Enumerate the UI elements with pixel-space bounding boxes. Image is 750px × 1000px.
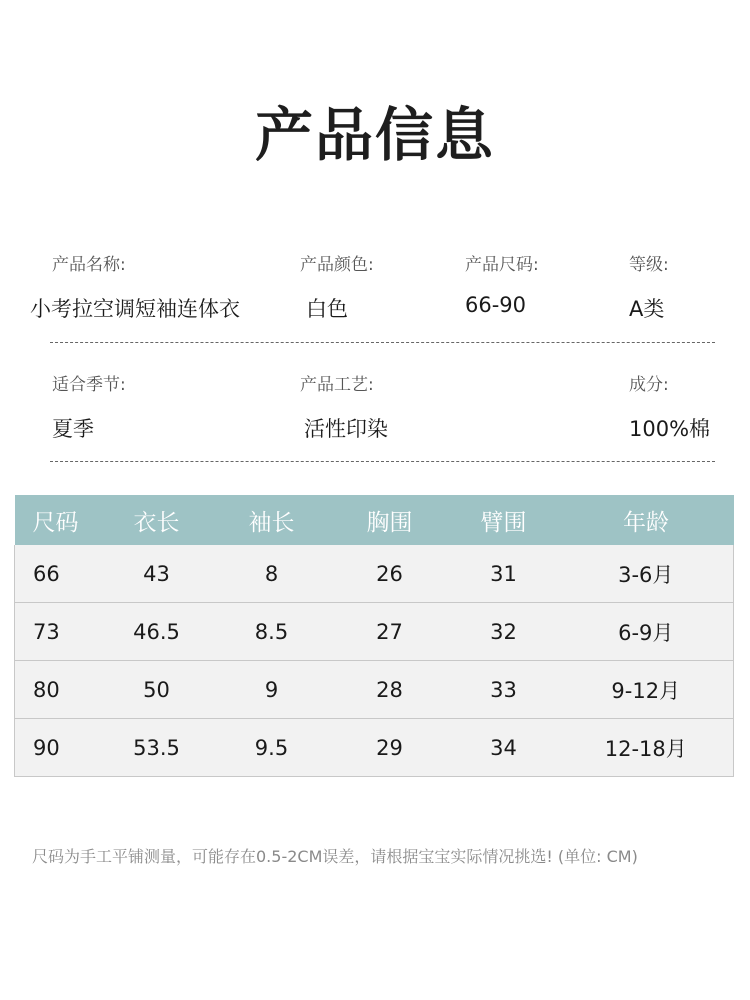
info-label: 产品颜色:: [300, 255, 374, 275]
cell-size: 73: [15, 603, 101, 661]
info-label: 成分:: [629, 375, 669, 395]
cell-sleeve: 9.5: [213, 719, 331, 777]
table-row: [15, 603, 734, 661]
info-label: 产品名称:: [52, 255, 126, 275]
cell-size: 90: [15, 719, 101, 777]
info-value: A类: [629, 297, 665, 321]
header-sleeve: 袖长: [213, 495, 331, 545]
info-product-color: [300, 250, 374, 323]
cell-age: 6-9月: [559, 603, 734, 661]
info-product-name: [30, 250, 240, 323]
cell-length: 43: [101, 545, 213, 603]
header-size: 尺码: [15, 495, 101, 545]
size-chart-table: [14, 495, 734, 777]
cell-arm: 31: [449, 545, 559, 603]
measurement-footnote: 尺码为手工平铺测量，可能存在0.5-2CM误差，请根据宝宝实际情况挑选! (单位: CM): [32, 847, 638, 866]
header-arm: 臂围: [449, 495, 559, 545]
cell-chest: 27: [331, 603, 449, 661]
info-value: 小考拉空调短袖连体衣: [30, 297, 240, 321]
table-row: [15, 545, 734, 603]
header-age: 年龄: [559, 495, 734, 545]
info-grade: [629, 250, 669, 323]
cell-arm: 33: [449, 661, 559, 719]
info-season: [52, 370, 126, 443]
cell-age: 3-6月: [559, 545, 734, 603]
info-value: 活性印染: [304, 417, 388, 441]
header-length: 衣长: [101, 495, 213, 545]
cell-chest: 29: [331, 719, 449, 777]
info-value: 66-90: [465, 293, 527, 317]
info-product-size: [465, 250, 539, 317]
table-row: [15, 719, 734, 777]
cell-length: 53.5: [101, 719, 213, 777]
info-craft: [300, 370, 388, 443]
info-label: 适合季节:: [52, 375, 126, 395]
table-row: [15, 661, 734, 719]
cell-sleeve: 8: [213, 545, 331, 603]
cell-arm: 32: [449, 603, 559, 661]
cell-age: 12-18月: [559, 719, 734, 777]
table-header-row: [15, 495, 734, 545]
cell-sleeve: 8.5: [213, 603, 331, 661]
cell-size: 66: [15, 545, 101, 603]
product-info-row-1: [0, 250, 750, 330]
cell-length: 50: [101, 661, 213, 719]
cell-size: 80: [15, 661, 101, 719]
info-value: 100%棉: [629, 417, 711, 441]
dashed-divider: [50, 461, 715, 462]
cell-length: 46.5: [101, 603, 213, 661]
cell-sleeve: 9: [213, 661, 331, 719]
cell-age: 9-12月: [559, 661, 734, 719]
cell-chest: 26: [331, 545, 449, 603]
info-value: 夏季: [52, 417, 94, 441]
info-label: 产品尺码:: [465, 255, 539, 275]
cell-chest: 28: [331, 661, 449, 719]
dashed-divider: [50, 342, 715, 343]
page-title: 产品信息: [254, 101, 495, 169]
info-material: [629, 370, 710, 443]
product-info-row-2: [0, 370, 750, 450]
header-chest: 胸围: [331, 495, 449, 545]
info-value: 白色: [306, 297, 348, 321]
info-label: 产品工艺:: [300, 375, 374, 395]
cell-arm: 34: [449, 719, 559, 777]
info-label: 等级:: [629, 255, 669, 275]
